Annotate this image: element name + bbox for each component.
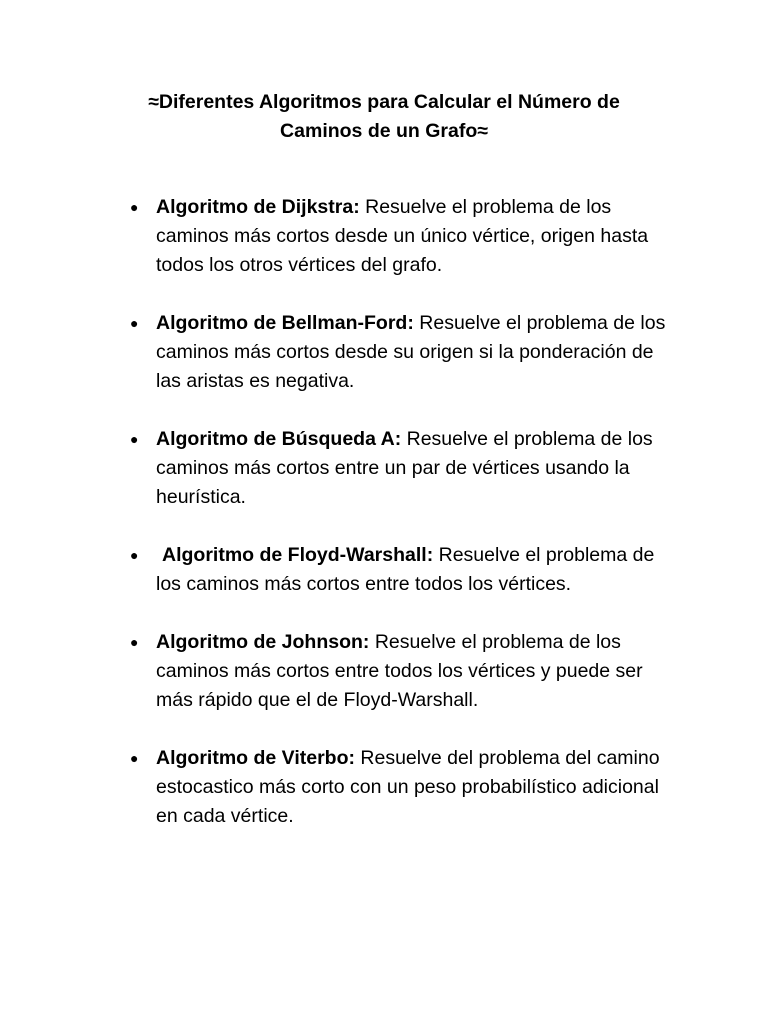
algorithm-name: Algoritmo de Dijkstra: <box>156 196 360 218</box>
algorithm-name: Algoritmo de Viterbo: <box>156 747 355 769</box>
algorithm-description: Resuelve del problema del camino estocastico más corto con un peso probabilístico adicional en cada vértice. <box>156 747 660 827</box>
bullet-icon: ● <box>130 547 139 563</box>
list-item-viterbo <box>130 744 666 831</box>
title-line-2: Caminos de un Grafo≈ <box>280 120 488 142</box>
algorithm-description: Resuelve el problema de los caminos más cortos desde un único vértice, origen hasta todos los otros vértices del grafo. <box>156 196 649 276</box>
list-item-johnson <box>130 628 666 715</box>
bullet-icon: ● <box>130 199 139 215</box>
algorithm-name: Algoritmo de Bellman-Ford: <box>156 312 414 334</box>
algorithm-description: Resuelve el problema de los caminos más cortos desde su origen si la ponderación de las aristas es negativa. <box>156 312 666 392</box>
algorithm-name: Algoritmo de Johnson: <box>156 631 370 653</box>
algorithm-description: Resuelve el problema de los caminos más cortos entre todos los vértices y puede ser más rápido que el de Floyd-Warshall. <box>156 631 643 711</box>
algorithm-name: Algoritmo de Floyd-Warshall: <box>162 544 434 566</box>
document-title <box>100 88 668 146</box>
algorithm-description: Resuelve el problema de los caminos más cortos entre un par de vértices usando la heurística. <box>156 428 653 508</box>
bullet-icon: ● <box>130 634 139 650</box>
title-line-1: ≈Diferentes Algoritmos para Calcular el Número de <box>148 91 620 113</box>
list-item-dijkstra <box>130 193 666 280</box>
list-item-floyd-warshall <box>130 541 666 599</box>
list-item-busqueda-a <box>130 425 666 512</box>
list-item-bellman-ford <box>130 309 666 396</box>
algorithm-description: Resuelve el problema de los caminos más cortos entre todos los vértices. <box>156 544 655 595</box>
bullet-icon: ● <box>130 431 139 447</box>
bullet-icon: ● <box>130 750 139 766</box>
algorithm-name: Algoritmo de Búsqueda A: <box>156 428 402 450</box>
algorithm-list <box>0 193 768 860</box>
bullet-icon: ● <box>130 315 139 331</box>
